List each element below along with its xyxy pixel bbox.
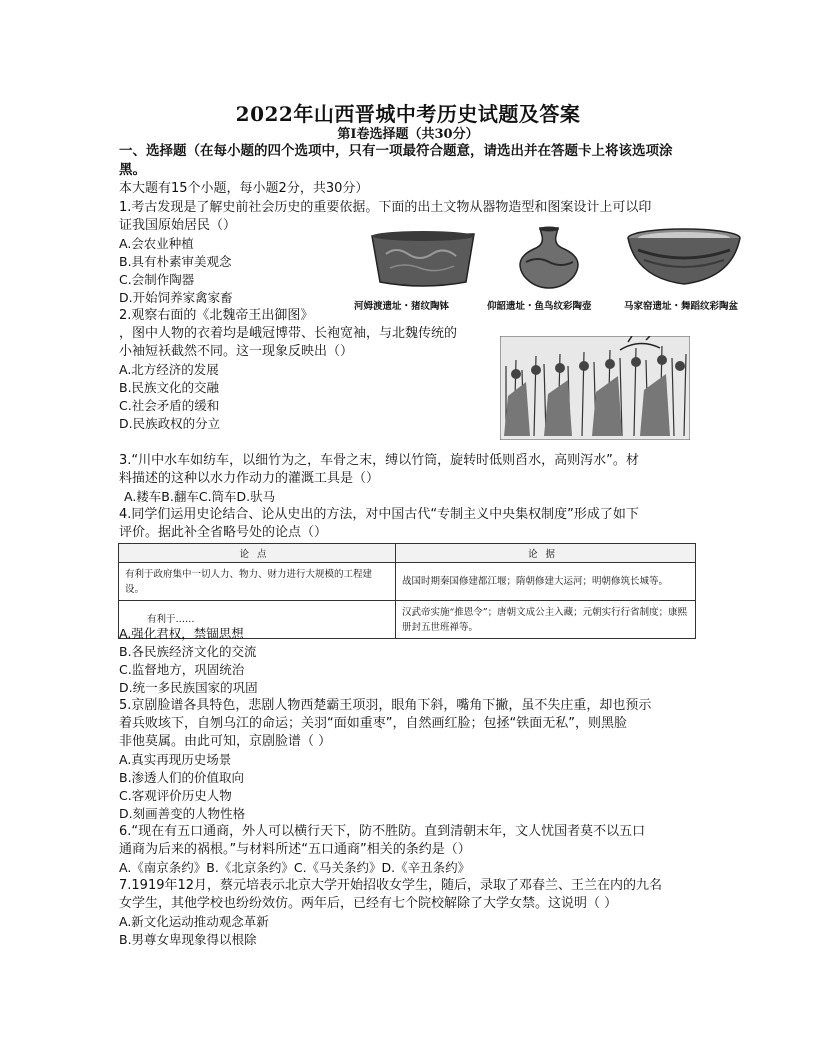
- q1-option-c: C.会制作陶器: [119, 272, 195, 287]
- caption-fish-bird-pot: 仰韶遗址・鱼鸟纹彩陶壶: [487, 301, 592, 312]
- q2-option-d: D.民族政权的分立: [119, 416, 221, 431]
- q6-options: A.《南京条约》B.《北京条约》C.《马关条约》D.《辛丑条约》: [119, 860, 471, 875]
- q5-option-a: A.真实再现历史场景: [119, 752, 232, 767]
- q7-stem-line1: 7.1919年12月，蔡元培表示北京大学开始招收女学生，随后，录取了邓春兰、王兰在内的九名: [119, 878, 663, 893]
- q1-option-b: B.具有朴素审美观念: [119, 254, 232, 269]
- table-row: [119, 563, 696, 601]
- q5-stem-line1: 5.京剧脸谱各具特色，悲剧人物西楚霸王项羽，眼角下斜，嘴角下撇，虽不失庄重，却也预示: [119, 698, 652, 713]
- header-argument: 论点: [119, 544, 396, 563]
- q2-option-a: A.北方经济的发展: [119, 362, 219, 377]
- section-heading: 一、选择题（在每小题的四个选项中，只有一项最符合题意，请选出并在答题卡上将该选项涂黑。: [119, 143, 673, 178]
- q5-stem-line2: 着兵败垓下，自刎乌江的命运；关羽“面如重枣”，自然画红脸；包拯“铁面无私”，则黑脸: [119, 716, 627, 731]
- page-subtitle: 第Ⅰ卷选择题（共30分）: [337, 127, 479, 142]
- dance-pattern-basin-image: [624, 226, 744, 296]
- q1-option-d: D.开始饲养家禽家畜: [119, 290, 233, 305]
- row2-evidence: 汉武帝实施“推恩令”；唐朝文成公主入藏；元朝实行行省制度；康熙册封五世班禅等。: [395, 601, 695, 639]
- q2-stem-line2: ，图中人物的衣着均是峨冠博带、长袍宽袖，与北魏传统的: [119, 326, 458, 341]
- row1-evidence: 战国时期秦国修建都江堰；隋朝修建大运河；明朝修筑长城等。: [395, 563, 695, 601]
- q4-option-d: D.统一多民族国家的巩固: [119, 680, 258, 695]
- q7-stem-line2: 女学生，其他学校也纷纷效仿。两年后，已经有七个院校解除了大学女禁。这说明（ ）: [119, 896, 618, 911]
- artifact-figures: [354, 226, 762, 318]
- q6-stem-line2: 通商为后来的祸根。”与材料所述“五口通商”相关的条约是（）: [119, 842, 471, 857]
- q4-stem-line1: 4.同学们运用史论结合、论从史出的方法，对中国古代“专制主义中央集权制度”形成了如下: [119, 507, 639, 522]
- q5-option-b: B.渗透人们的价值取向: [119, 770, 245, 785]
- q1-stem-line2: 证我国原始居民（）: [119, 218, 237, 233]
- q4-option-c: C.监督地方，巩固统治: [119, 662, 245, 677]
- caption-pig-bowl: 河姆渡遗址・猪纹陶钵: [354, 301, 450, 312]
- q5-stem-line3: 非他莫属。由此可知，京剧脸谱（ ）: [119, 734, 332, 749]
- q7-option-a: A.新文化运动推动观念革新: [119, 914, 269, 929]
- page-title: 2022年山西晋城中考历史试题及答案: [235, 102, 581, 126]
- q5-option-c: C.客观评价历史人物: [119, 788, 232, 803]
- caption-dance-basin: 马家窑遗址・舞蹈纹彩陶盆: [624, 301, 739, 312]
- section-note: 本大题有15个小题，每小题2分，共30分）: [119, 181, 369, 196]
- q7-option-b: B.男尊女卑现象得以根除: [119, 932, 257, 947]
- northern-wei-procession-image: [500, 336, 690, 440]
- q2-option-c: C.社会矛盾的缓和: [119, 398, 220, 413]
- pig-pattern-bowl-image: [364, 226, 482, 296]
- q4-stem-line2: 评价。据此补全省略号处的论点（）: [119, 525, 328, 540]
- q6-stem-line1: 6.“现在有五口通商，外人可以横行天下，防不胜防。直到清朝末年，文人忧国者莫不以五口: [119, 824, 646, 839]
- q4-option-a: A.强化君权，禁锢思想: [119, 626, 244, 641]
- q3-stem-line1: 3.“川中水车如纺车，以细竹为之，车骨之末，缚以竹筒，旋转时低则舀水，高则泻水”。材: [119, 453, 639, 468]
- q3-stem-line2: 料描述的这种以水力作动力的灌溉工具是（）: [119, 471, 380, 486]
- q1-stem-line1: 1.考古发现是了解史前社会历史的重要依据。下面的出土文物从器物造型和图案设计上可以印: [119, 200, 652, 215]
- row2-argument: 有利于……: [119, 601, 396, 639]
- q3-options: A.耧车B.翻车C.筒车D.驮马: [124, 489, 276, 504]
- fish-bird-pot-image: [504, 226, 594, 296]
- header-evidence: 论据: [395, 544, 695, 563]
- table-header-row: [119, 544, 696, 563]
- row1-argument: 有利于政府集中一切人力、物力、财力进行大规模的工程建设。: [119, 563, 396, 601]
- q2-stem-line3: 小袖短袄截然不同。这一现象反映出（）: [119, 344, 354, 359]
- q2-option-b: B.民族文化的交融: [119, 380, 220, 395]
- q2-stem-line1: 2.观察右面的《北魏帝王出御图》: [119, 308, 314, 323]
- q1-option-a: A.会农业种植: [119, 236, 194, 251]
- q4-option-b: B.各民族经济文化的交流: [119, 644, 257, 659]
- q5-option-d: D.刻画善变的人物性格: [119, 806, 246, 821]
